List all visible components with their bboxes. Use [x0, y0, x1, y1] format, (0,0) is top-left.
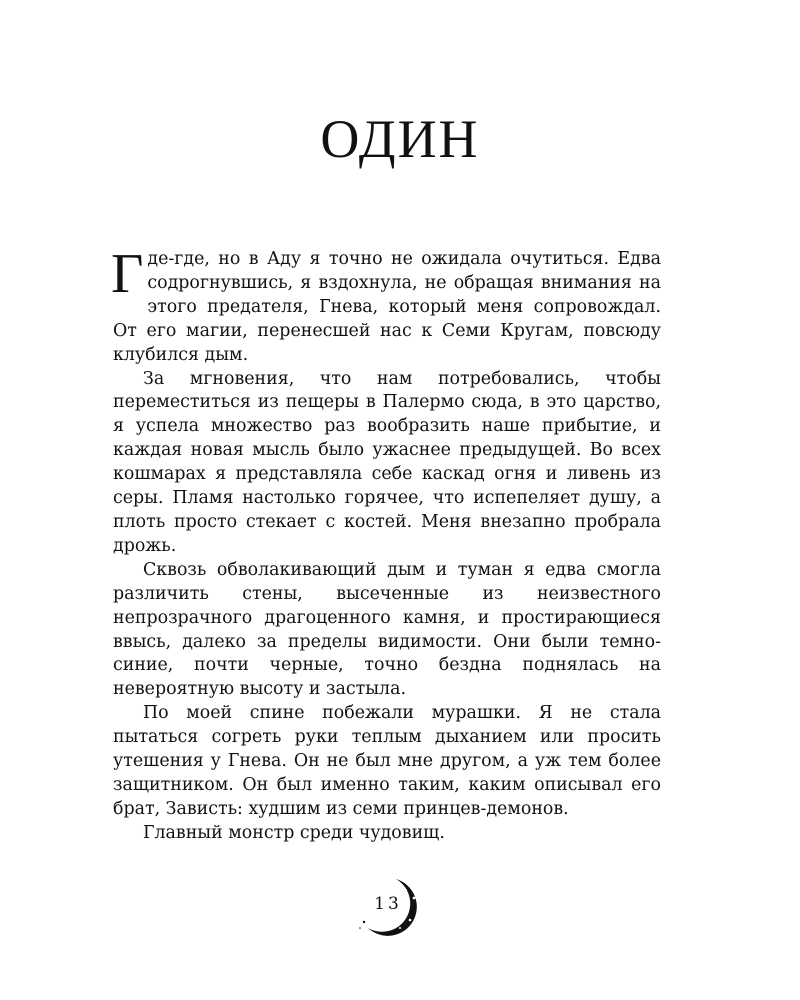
chapter-text — [111, 243, 661, 846]
paragraph-4: По моей спине побежали мурашки. Я не стала пытаться согреть руки теплым дыханием или просить утешения у Гнева. Он не был мне другом, а уж тем более защитником. Он был именно таким, каким описывал его брат, Зависть: худшим из семи принцев-демонов. — [113, 703, 661, 819]
paragraph-3: Сквозь обволакивающий дым и туман я едва смогла различить стены, высеченные из неизвестного непрозрачного драгоценного камня, и простирающиеся ввысь, далеко за пределы видимости. Они были темно-синие, почти черные, точно бездна поднялась на невероятную высоту и застыла. — [113, 559, 661, 700]
page-number-ornament — [352, 876, 432, 938]
paragraph-5: Главный монстр среди чудовищ. — [143, 822, 445, 843]
paragraph-1 — [111, 243, 661, 368]
paragraph-2: За мгновения, что нам потребовались, чтобы переместиться из пещеры в Палермо сюда, в это царство, я успела множество раз вообразить наше прибытие, и каждая новая мысль было ужаснее предыдущей. Во всех кошмарах я представляла себе каскад огня и ливень из серы. Пламя настолько горячее, что испепеляет душу, а плоть просто стекает с костей. Меня внезапно пробрала дрожь. — [113, 368, 661, 556]
chapter-title: ОДИН — [320, 109, 480, 169]
drop-cap: Г — [111, 243, 144, 305]
page-number: 13 — [374, 894, 402, 914]
paragraph-1-text: де-где, но в Аду я точно не ожидала очутиться. Едва содрогнувшись, я вздохнула, не обращая внимания на этого предателя, Гнева, который меня сопровождал. От его магии, перенесшей нас к Семи Кругам, повсюду клубился дым. — [113, 249, 661, 365]
